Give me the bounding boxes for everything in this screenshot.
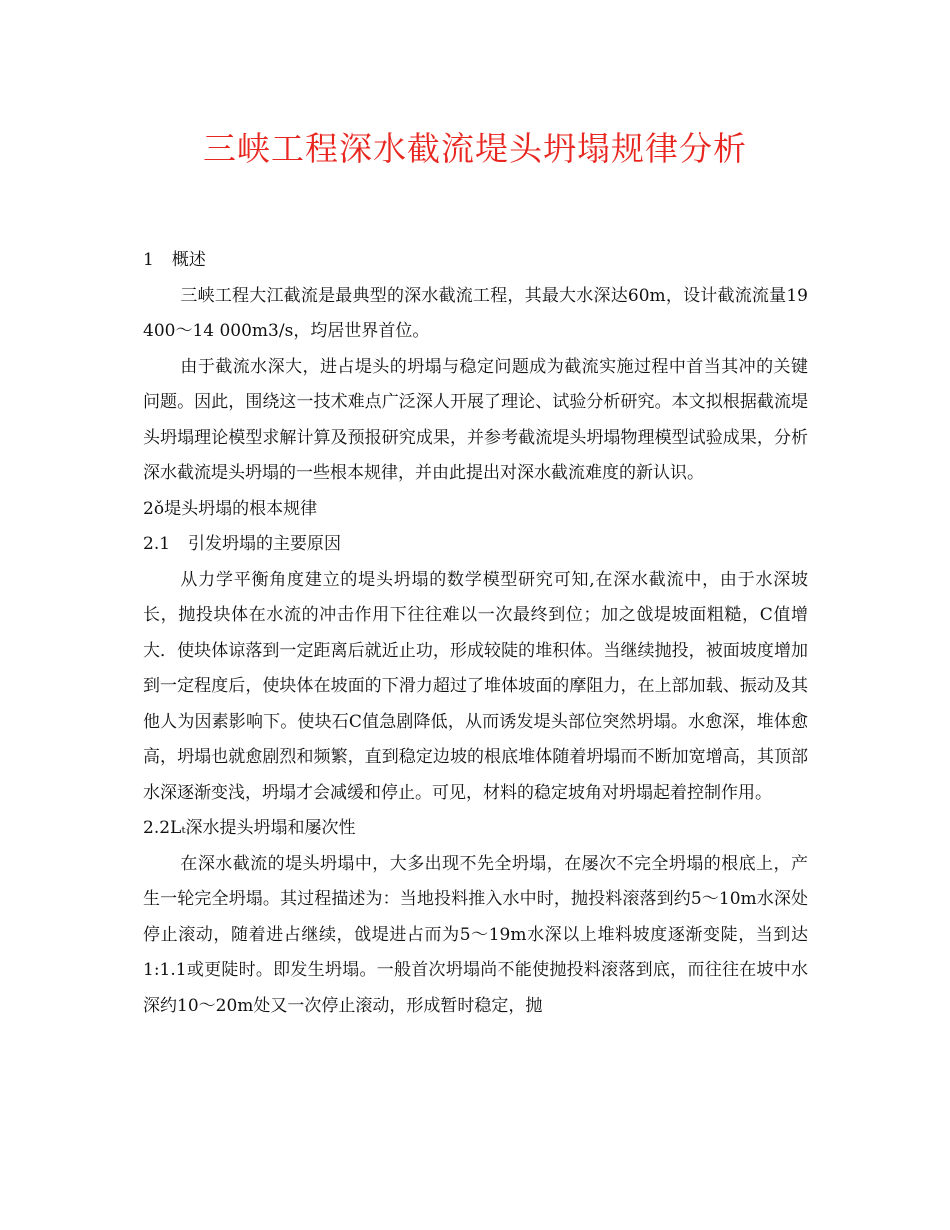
section-heading-2 bbox=[143, 492, 808, 528]
section-number: 2.2 bbox=[143, 818, 171, 838]
section-number: 2.1 bbox=[143, 534, 171, 554]
section-heading-2-2 bbox=[143, 811, 808, 847]
paragraph: 由于截流水深大，进占堤头的坍塌与稳定问题成为截流实施过程中首当其冲的关键问题。因此，围绕这一技术难点广泛深人开展了理论、试验分析研究。本文拟根据截流堤头坍塌理论模型求解计算及预报研究成果，并参考截流堤头坍塌物理模型试验成果，分析深水截流堤头坍塌的一些根本规律，并由此提出对深水截流难度的新认识。 bbox=[143, 356, 808, 483]
section-heading-text: 引发坍塌的主要原因 bbox=[188, 534, 342, 554]
section-heading-text: Ⅼₜ深水提头坍塌和屡次性 bbox=[170, 818, 356, 838]
section-heading-text: ǒ堤头坍塌的根本规律 bbox=[153, 498, 318, 519]
document-title: 三峡工程深水截流堤头坍塌规律分析 bbox=[203, 129, 747, 168]
section-number: 1 bbox=[143, 250, 154, 270]
document-body bbox=[143, 243, 808, 1024]
paragraph: 从力学平衡角度建立的堤头坍塌的数学模型研究可知,在深水截流中，由于水深坡长，抛投块体在水流的冲击作用下往往难以一次最终到位；加之戗堤坡面粗糙，C值增大．使块体谅落到一定距离后就近止功，形成较陡的堆积体。当继续抛投，被面坡度增加到一定程度后，使块体在坡面的下滑力超过了堆体坡面的摩阻力，在上部加载、振动及其他人为因素影响下。使块石C值急剧降低，从而诱发堤头部位突然坍塌。水愈深，堆体愈高，坍塌也就愈剧烈和频繁，直到稳定边坡的根底堆体随着坍塌而不断加宽增高，其顶部水深逐渐变浅，坍塌才会减缓和停止。可见，材料的稳定坡角对坍塌起着控制作用。 bbox=[143, 569, 808, 803]
paragraph: 在深水截流的堤头坍塌中，大多出现不先全坍塌，在屡次不完全坍塌的根底上，产生一轮完全坍塌。其过程描述为：当地投料推入水中时，抛投料滚落到约5～10m水深处停止滚动，随着进占继续，戗堤进占而为5～19m水深以上堆料坡度逐渐变陡，当到达1:1.1或更陡时。即发生坍塌。一般首次坍塌尚不能使抛投料滚落到底，而往往在坡中水深约10～20m处又一次停止滚动，形成暂时稳定，抛 bbox=[143, 853, 808, 1016]
section-heading-1 bbox=[143, 243, 808, 279]
section-heading-text: 概述 bbox=[171, 250, 206, 270]
section-number: 2 bbox=[143, 498, 154, 519]
paragraph: 三峡工程大江截流是最典型的深水截流工程，其最大水深达60m，设计截流流量19 400～14 000m3/s，均居世界首位。 bbox=[143, 285, 808, 341]
section-heading-2-1 bbox=[143, 527, 808, 563]
